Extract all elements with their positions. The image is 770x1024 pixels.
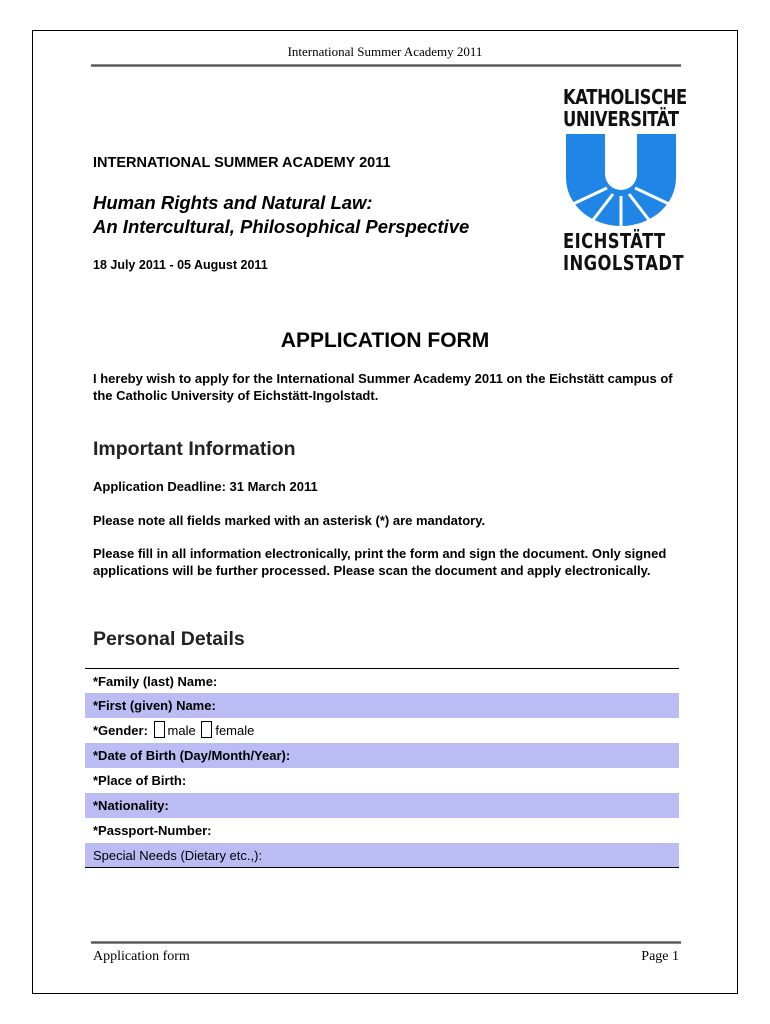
deadline-text: Application Deadline: 31 March 2011 (93, 479, 318, 494)
header-rule (91, 64, 681, 67)
gender-label: *Gender: (93, 723, 148, 738)
male-checkbox[interactable] (154, 721, 165, 738)
subtitle-line-2: An Intercultural, Philosophical Perspective (93, 216, 470, 237)
nationality-field[interactable]: *Nationality: (85, 793, 679, 818)
female-checkbox[interactable] (201, 721, 212, 738)
document-page (32, 30, 738, 994)
intro-text: I hereby wish to apply for the International Summer Academy 2011 on the Eichstätt campus of the Catholic University of Eichstätt-Ingolstadt. (93, 371, 673, 403)
logo-text-line1: KATHOLISCHE (563, 85, 687, 109)
special-needs-field[interactable]: Special Needs (Dietary etc.,): (85, 843, 679, 868)
footer-left-text: Application form (93, 949, 190, 964)
family-name-field[interactable]: *Family (last) Name: (85, 668, 679, 693)
page-header: International Summer Academy 2011 (287, 44, 483, 59)
date-of-birth-field[interactable]: *Date of Birth (Day/Month/Year): (85, 743, 679, 768)
event-subtitle (93, 191, 469, 239)
personal-details-table (85, 668, 679, 868)
logo-text-line2: UNIVERSITÄT (563, 107, 679, 131)
first-name-field[interactable]: *First (given) Name: (85, 693, 679, 718)
form-title: APPLICATION FORM (280, 329, 490, 352)
logo-text-line4: INGOLSTADT (563, 251, 685, 275)
gender-row (85, 718, 679, 743)
important-heading: Important Information (93, 438, 296, 460)
logo-text-line3: EICHSTÄTT (563, 229, 666, 253)
subtitle-line-1: Human Rights and Natural Law: (93, 192, 373, 213)
instructions-text: Please fill in all information electronically, print the form and sign the document. Only signed applications will be further processed. Please scan the document and apply electronically. (93, 546, 667, 578)
event-dates: 18 July 2011 - 05 August 2011 (93, 258, 268, 272)
footer-rule (91, 941, 681, 944)
academy-title: INTERNATIONAL SUMMER ACADEMY 2011 (93, 155, 391, 171)
male-option-label: male (167, 723, 196, 738)
female-option-label: female (215, 723, 255, 738)
university-shield-icon (563, 134, 679, 226)
place-of-birth-field[interactable]: *Place of Birth: (93, 773, 187, 788)
personal-details-heading: Personal Details (93, 628, 245, 650)
passport-number-field[interactable]: *Passport-Number: (93, 823, 212, 838)
mandatory-note: Please note all fields marked with an asterisk (*) are mandatory. (93, 513, 486, 528)
page-number: Page 1 (641, 949, 679, 964)
